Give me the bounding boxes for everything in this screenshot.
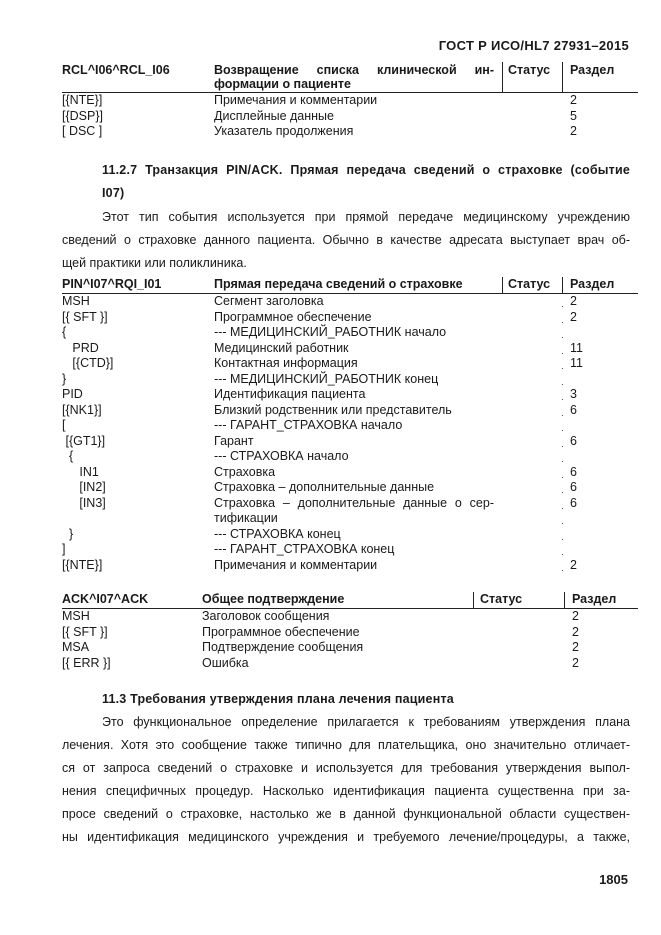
header-section: Раздел [572, 592, 617, 606]
header-status: Статус [508, 63, 551, 77]
table-ack-i07 [62, 592, 638, 671]
table-row: [{CTD}] Контактная информация 11 [62, 356, 583, 370]
paragraph-pin-ack: Этот тип события используется при прямой передаче медицинскому учреждению сведений о страховке данного пациента. Обычно в качестве адресата выступает врач об- щей практики или поликлиника. [62, 210, 630, 270]
column-mark [562, 570, 563, 571]
section-heading-11-2-7-cont: I07) [102, 186, 125, 200]
table-header [62, 592, 638, 609]
table-row: [{NK1}] Близкий родственник или представитель 6 [62, 402, 577, 417]
column-divider [564, 592, 565, 608]
column-divider [502, 62, 503, 92]
table-row: [{NTE}] Примечания и комментарии 2 [62, 93, 577, 107]
column-divider [562, 62, 563, 92]
column-mark [562, 415, 563, 416]
table-row: ] --- ГАРАНТ_СТРАХОВКА конец [62, 542, 638, 558]
table-row: IN1 Страховка 6 [62, 464, 577, 479]
table-row: MSH Заголовок сообщения 2 [62, 609, 579, 623]
page-number: 1805 [599, 872, 628, 887]
table-row: [IN3] Страховка – дополнительные данные о сер- 6 [62, 495, 577, 510]
table-row: [{ ERR }] Ошибка 2 [62, 655, 579, 670]
column-mark [562, 337, 563, 338]
header-message-type: PIN^I07^RQI_I01 [62, 277, 162, 291]
table-row: MSH Сегмент заголовка 2 [62, 294, 577, 308]
column-mark [562, 446, 563, 447]
table-header [62, 62, 638, 93]
section-heading-11-3: 11.3 Требования утверждения плана лечения пациента [102, 692, 454, 706]
document-header: ГОСТ Р ИСО/HL7 27931–2015 [438, 38, 629, 53]
column-divider [562, 277, 563, 293]
header-description: Возвращение списка клинической ин- [214, 63, 494, 77]
header-section: Раздел [570, 63, 615, 77]
table-row: { --- МЕДИЦИНСКИЙ_РАБОТНИК начало [62, 325, 638, 341]
table-row: [{GT1}] Гарант 6 [62, 433, 577, 448]
column-mark [562, 322, 563, 323]
column-mark [562, 523, 563, 524]
column-divider [473, 592, 474, 608]
table-row: } --- МЕДИЦИНСКИЙ_РАБОТНИК конец [62, 372, 638, 388]
table-row: [{NTE}] Примечания и комментарии 2 [62, 557, 577, 572]
header-status: Статус [480, 592, 523, 606]
column-mark [562, 368, 563, 369]
header-message-type: ACK^I07^ACK [62, 592, 149, 606]
table-row: } --- СТРАХОВКА конец [62, 527, 638, 543]
column-mark [562, 554, 563, 555]
table-row: PRD Медицинский работник 11 [62, 340, 583, 355]
table-row: тификации [62, 511, 638, 527]
table-row: PID Идентификация пациента 3 [62, 387, 577, 401]
section-heading-11-2-7: 11.2.7 Транзакция PIN/ACK. Прямая передача сведений о страховке (событие [102, 163, 630, 177]
column-mark [562, 461, 563, 462]
column-divider [502, 277, 503, 293]
table-row: [{ SFT }] Программное обеспечение 2 [62, 624, 579, 639]
column-mark [562, 508, 563, 509]
column-mark [562, 384, 563, 385]
column-mark [562, 492, 563, 493]
table-row: { --- СТРАХОВКА начало [62, 449, 638, 465]
column-mark [562, 430, 563, 431]
table-row: [{DSP}] Дисплейные данные 5 [62, 108, 577, 123]
column-mark [562, 539, 563, 540]
header-description: Прямая передача сведений о страховке [214, 277, 463, 291]
paragraph-treatment-approval: Это функциональное определение прилагается к требованиям утверждения плана лечения. Хотя это сообщение также типично для плательщика, оно значительно отличает- ся от запроса сведений о страховке и используется для требования утверждения выпол- нения специфичных процедур. Насколько идентификация пациента существенна при за- просе сведений о страховке, настолько же в данной функциональной области существен- ны идентификация медицинского учреждения и требуемого лечение/процедуры, а также, [62, 715, 630, 844]
column-mark [562, 353, 563, 354]
table-row: MSA Подтверждение сообщения 2 [62, 640, 579, 654]
column-mark [562, 399, 563, 400]
table-row: [ DSC ] Указатель продолжения 2 [62, 124, 577, 138]
column-mark [562, 306, 563, 307]
table-header [62, 277, 638, 294]
header-status: Статус [508, 277, 551, 291]
table-row: [ --- ГАРАНТ_СТРАХОВКА начало [62, 418, 638, 434]
header-description-cont: формации о пациенте [214, 77, 351, 91]
column-mark [562, 477, 563, 478]
table-row: [{ SFT }] Программное обеспечение 2 [62, 309, 577, 324]
table-rcl-i06 [62, 62, 638, 140]
header-section: Раздел [570, 277, 615, 291]
header-message-type: RCL^I06^RCL_I06 [62, 63, 170, 77]
header-description: Общее подтверждение [202, 592, 345, 606]
table-row: [IN2] Страховка – дополнительные данные 6 [62, 480, 577, 494]
table-pin-i07 [62, 277, 638, 573]
